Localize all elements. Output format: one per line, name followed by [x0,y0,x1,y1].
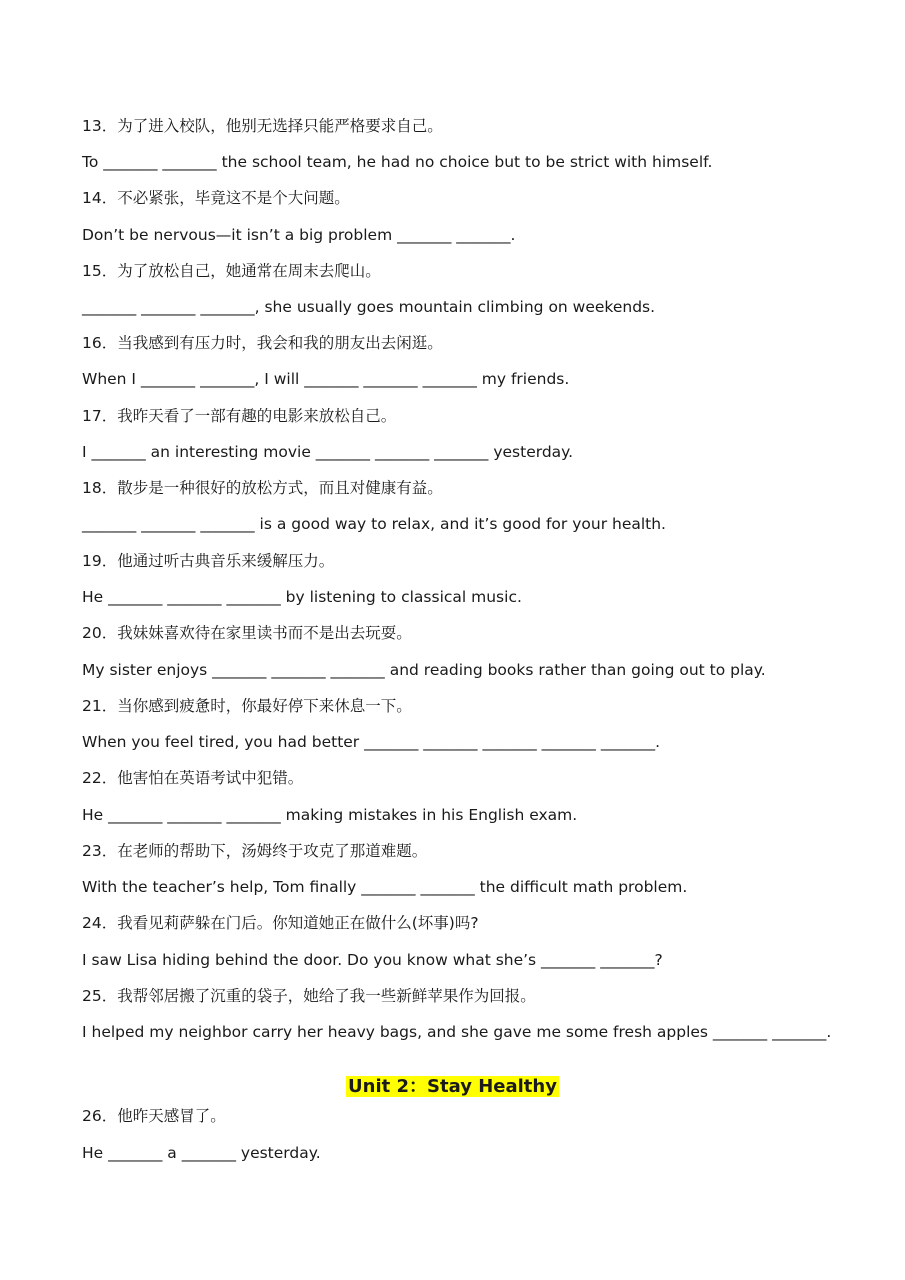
question-24-chinese: 24．我看见莉萨躲在门后。你知道她正在做什么(坏事)吗? [82,914,479,932]
question-15-english: _______ _______ _______, she usually goes mountain climbing on weekends. [82,298,656,316]
question-26-chinese: 26．他昨天感冒了。 [82,1107,226,1125]
question-23-english: With the teacher’s help, Tom finally _______ _______ the difficult math problem. [82,878,688,896]
question-17-english: I _______ an interesting movie _______ _______ _______ yesterday. [82,443,574,461]
question-16-chinese: 16．当我感到有压力时，我会和我的朋友出去闲逛。 [82,334,443,352]
question-22-english: He _______ _______ _______ making mistakes in his English exam. [82,806,578,824]
question-18-chinese: 18．散步是一种很好的放松方式，而且对健康有益。 [82,479,443,497]
question-14-english: Don’t be nervous—it isn’t a big problem _______ _______. [82,226,516,244]
question-18-english: _______ _______ _______ is a good way to relax, and it’s good for your health. [82,515,666,533]
question-20-english: My sister enjoys _______ _______ _______ and reading books rather than going out to play. [82,661,766,679]
question-22-chinese: 22．他害怕在英语考试中犯错。 [82,769,304,787]
question-21-english: When you feel tired, you had better _______ _______ _______ _______ _______. [82,733,660,751]
question-26-english: He _______ a _______ yesterday. [82,1144,321,1162]
question-16-english: When I _______ _______, I will _______ _______ _______ my friends. [82,370,570,388]
unit-heading-text: Unit 2：Stay Healthy [348,1076,557,1097]
question-20-chinese: 20．我妹妹喜欢待在家里读书而不是出去玩耍。 [82,624,412,642]
question-17-chinese: 17．我昨天看了一部有趣的电影来放松自己。 [82,407,397,425]
question-13-english: To _______ _______ the school team, he had no choice but to be strict with himself. [82,153,713,171]
question-21-chinese: 21．当你感到疲惫时，你最好停下来休息一下。 [82,697,412,715]
question-13-chinese: 13．为了进入校队，他别无选择只能严格要求自己。 [82,117,443,135]
question-23-chinese: 23．在老师的帮助下，汤姆终于攻克了那道难题。 [82,842,428,860]
question-25-english: I helped my neighbor carry her heavy bags, and she gave me some fresh apples _______ _______. [82,1023,832,1041]
question-15-chinese: 15．为了放松自己，她通常在周末去爬山。 [82,262,381,280]
unit-heading [0,1075,905,1099]
question-25-chinese: 25．我帮邻居搬了沉重的袋子，她给了我一些新鲜苹果作为回报。 [82,987,536,1005]
question-14-chinese: 14．不必紧张，毕竟这不是个大问题。 [82,189,350,207]
question-19-english: He _______ _______ _______ by listening to classical music. [82,588,522,606]
question-24-english: I saw Lisa hiding behind the door. Do you know what she’s _______ _______? [82,951,663,969]
question-19-chinese: 19．他通过听古典音乐来缓解压力。 [82,552,335,570]
